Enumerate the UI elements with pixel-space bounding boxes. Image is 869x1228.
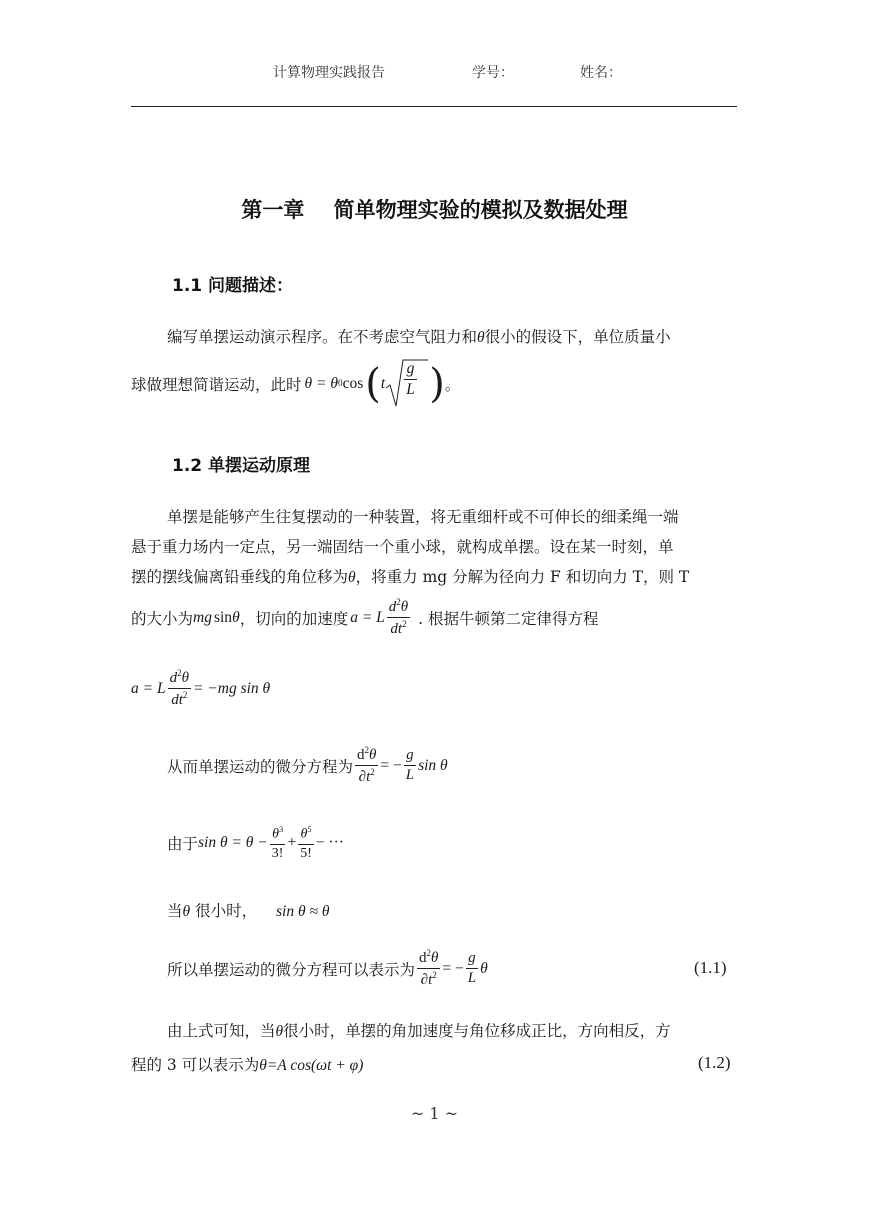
equation-newton: a = L $\frac{d^2\theta}{dt^2}$ = −mg sin θ bbox=[131, 668, 271, 709]
paragraph-1-1-line2: 球做理想简谐运动，此时 θ = θ 0 cos ( t $\frac{g}{L}$ ) 。 bbox=[131, 358, 460, 410]
header-student-id-label: 学号： bbox=[472, 65, 514, 81]
equation-number-1-1: (1.1) bbox=[694, 958, 727, 977]
header-rule bbox=[131, 106, 737, 107]
chapter-title: 第一章 简单物理实验的模拟及数据处理 bbox=[241, 198, 628, 222]
paragraph-1-1-line1: 编写单摆运动演示程序。在不考虑空气阻力和θ很小的假设下，单位质量小 bbox=[167, 328, 671, 346]
page-number: ~ 1 ~ bbox=[410, 1104, 459, 1123]
conclusion-line2: 程的 3 可以表示为θ=A cos(ωt + φ) bbox=[131, 1056, 364, 1074]
equation-1-1: 所以单摆运动的微分方程可以表示为 $\frac{d^2\theta}{\partial t^2}$ = − $\frac{g}{L}$ θ bbox=[167, 948, 488, 989]
equation-number-1-2: (1.2) bbox=[698, 1053, 731, 1072]
header-report-title: 计算物理实践报告 bbox=[273, 65, 385, 81]
paragraph-1-2-line1: 单摆是能够产生往复摆动的一种装置，将无重细杆或不可伸长的细柔绳一端 bbox=[167, 508, 679, 526]
sqrt-radical: $\frac{g}{L}$ bbox=[385, 358, 429, 410]
conclusion-line1: 由上式可知，当θ很小时，单摆的角加速度与角位移成正比，方向相反，方 bbox=[167, 1022, 671, 1040]
paragraph-1-2-line4: 的大小为 mg sin θ ，切向的加速度 a = L $\frac{d^2\theta}{dt^2}$ . 根据牛顿第二定律得方程 bbox=[131, 597, 599, 638]
section-heading-1-2: 1.2 单摆运动原理 bbox=[172, 456, 311, 476]
small-angle-line: 当θ 很小时， sin θ ≈ θ bbox=[167, 902, 330, 920]
equation-taylor: 由于 sin θ = θ − $\frac{\theta^3}{3!}$ + $\frac{\theta^5}{5!}$ − ··· bbox=[167, 825, 344, 861]
header-name-label: 姓名： bbox=[580, 65, 622, 81]
equation-differential: 从而单摆运动的微分方程为 $\frac{d^2\theta}{\partial t^2}$ = − $\frac{g}{L}$ sin θ bbox=[167, 745, 448, 786]
section-heading-1-1: 1.1 问题描述： bbox=[172, 276, 294, 296]
paragraph-1-2-line3: 摆的摆线偏离铅垂线的角位移为θ，将重力 mg 分解为径向力 F 和切向力 T，则 T bbox=[131, 568, 690, 586]
paragraph-1-2-line2: 悬于重力场内一定点，另一端固结一个重小球，就构成单摆。设在某一时刻，单 bbox=[131, 538, 674, 556]
